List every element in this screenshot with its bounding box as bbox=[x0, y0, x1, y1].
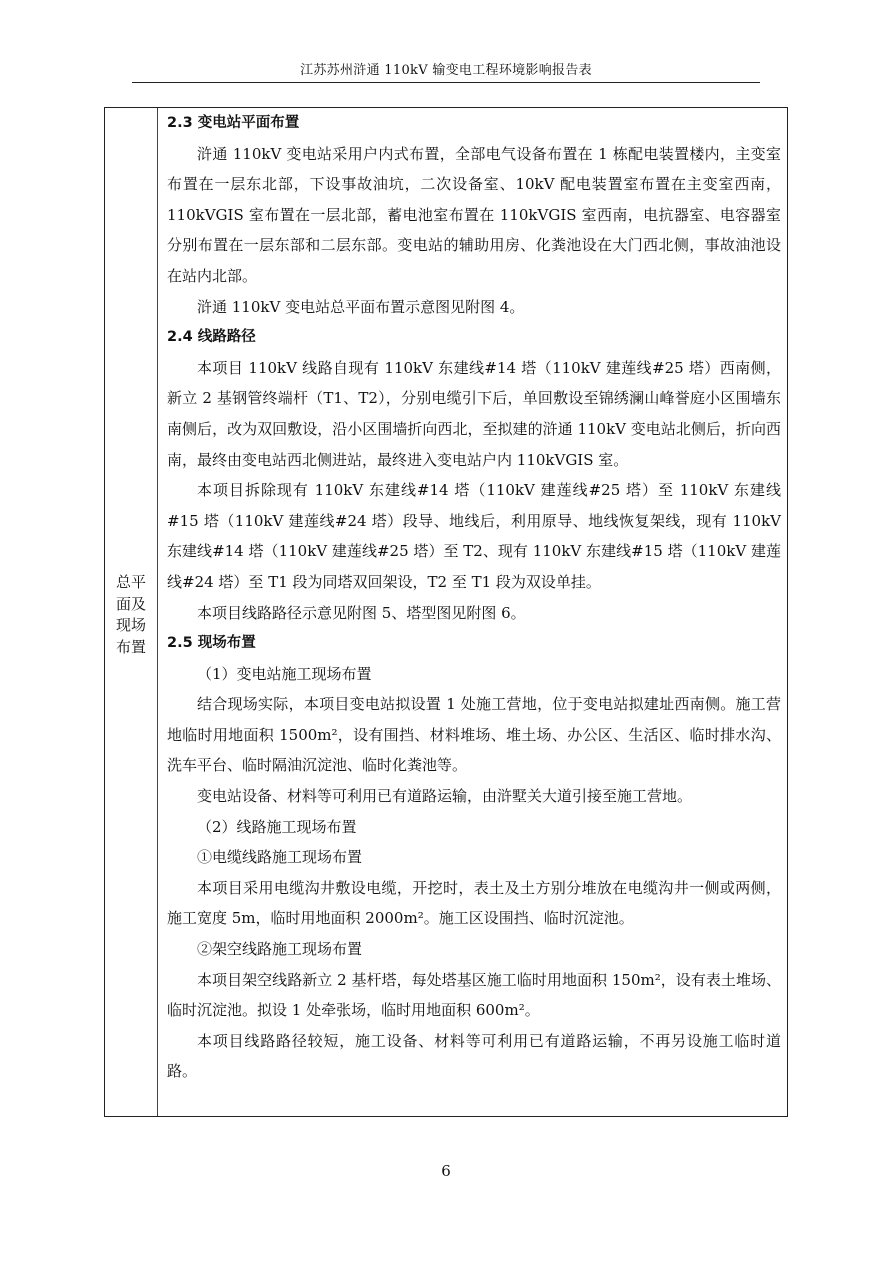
header-rule bbox=[132, 82, 760, 83]
page-number: 6 bbox=[441, 1162, 451, 1180]
content-cell bbox=[167, 108, 781, 1087]
paragraph: 浒通 110kV 变电站采用户内式布置，全部电气设备布置在 1 栋配电装置楼内，主变室布置在一层东北部，下设事故油坑，二次设备室、10kV 配电装置室布置在主变室西南，110kVGIS 室布置在一层北部，蓄电池室布置在 110kVGIS 室西南，电抗器室、电容器室分别布置在一层东部和二层东部。变电站的辅助用房、化粪池设在大门西北侧，事故油池设在站内北部。 bbox=[167, 144, 781, 285]
row-label-line: 面及 bbox=[115, 594, 146, 613]
paragraph: 本项目拆除现有 110kV 东建线#14 塔（110kV 建莲线#25 塔）至 110kV 东建线#15 塔（110kV 建莲线#24 塔）段导、地线后，利用原导、地线恢复架线，现有 110kV 东建线#14 塔（110kV 建莲线#25 塔）至 T2、现有 110kV 东建线#15 塔（110kV 建莲线#24 塔）至 T1 段为同塔双回架设，T2 至 T1 段为双设单挂。 bbox=[167, 481, 781, 591]
section-heading-2-4: 2.4 线路路径 bbox=[167, 329, 256, 346]
row-label-line: 布置 bbox=[115, 637, 146, 656]
section-heading-2-3: 2.3 变电站平面布置 bbox=[167, 115, 300, 131]
subheading: （1）变电站施工现场布置 bbox=[197, 664, 372, 683]
row-label-line: 现场 bbox=[115, 616, 146, 634]
paragraph: 本项目线路路径较短，施工设备、材料等可利用已有道路运输，不再另设施工临时道路。 bbox=[167, 1031, 781, 1081]
paragraph: 浒通 110kV 变电站总平面布置示意图见附图 4。 bbox=[197, 297, 525, 316]
page-header-title: 江苏苏州浒通 110kV 输变电工程环境影响报告表 bbox=[300, 63, 592, 78]
paragraph: 结合现场实际，本项目变电站拟设置 1 处施工营地，位于变电站拟建址西南侧。施工营地临时用地面积 1500m²，设有围挡、材料堆场、堆土场、办公区、生活区、临时排水沟、洗车平台、临时隔油沉淀池、临时化粪池等。 bbox=[167, 695, 781, 775]
subheading: ②架空线路施工现场布置 bbox=[197, 940, 363, 959]
subheading: （2）线路施工现场布置 bbox=[197, 817, 357, 836]
paragraph: 本项目采用电缆沟井敷设电缆，开挖时，表土及土方别分堆放在电缆沟井一侧或两侧，施工宽度 5m，临时用地面积 2000m²。施工区设围挡、临时沉淀池。 bbox=[167, 878, 781, 928]
row-label-line: 总平 bbox=[115, 573, 146, 591]
paragraph: 变电站设备、材料等可利用已有道路运输，由浒墅关大道引接至施工营地。 bbox=[197, 787, 693, 806]
row-label bbox=[105, 572, 157, 658]
column-divider bbox=[157, 108, 158, 1116]
paragraph: 本项目 110kV 线路自现有 110kV 东建线#14 塔（110kV 建莲线#25 塔）西南侧，新立 2 基钢管终端杆（T1、T2），分别电缆引下后，单回敷设至锦绣澜山峰誉庭小区围墙东南侧后，改为双回敷设，沿小区围墙折向西北，至拟建的浒通 110kV 变电站北侧后，折向西南，最终由变电站西北侧进站，最终进入变电站户内 110kVGIS 室。 bbox=[167, 358, 781, 469]
paragraph: 本项目架空线路新立 2 基杆塔，每处塔基区施工临时用地面积 150m²，设有表土堆场、临时沉淀池。拟设 1 处牵张场，临时用地面积 600m²。 bbox=[167, 970, 781, 1020]
section-heading-2-5: 2.5 现场布置 bbox=[167, 635, 256, 652]
report-table bbox=[104, 107, 788, 1117]
paragraph: 本项目线路路径示意见附图 5、塔型图见附图 6。 bbox=[197, 603, 526, 622]
subheading: ①电缆线路施工现场布置 bbox=[197, 848, 363, 867]
